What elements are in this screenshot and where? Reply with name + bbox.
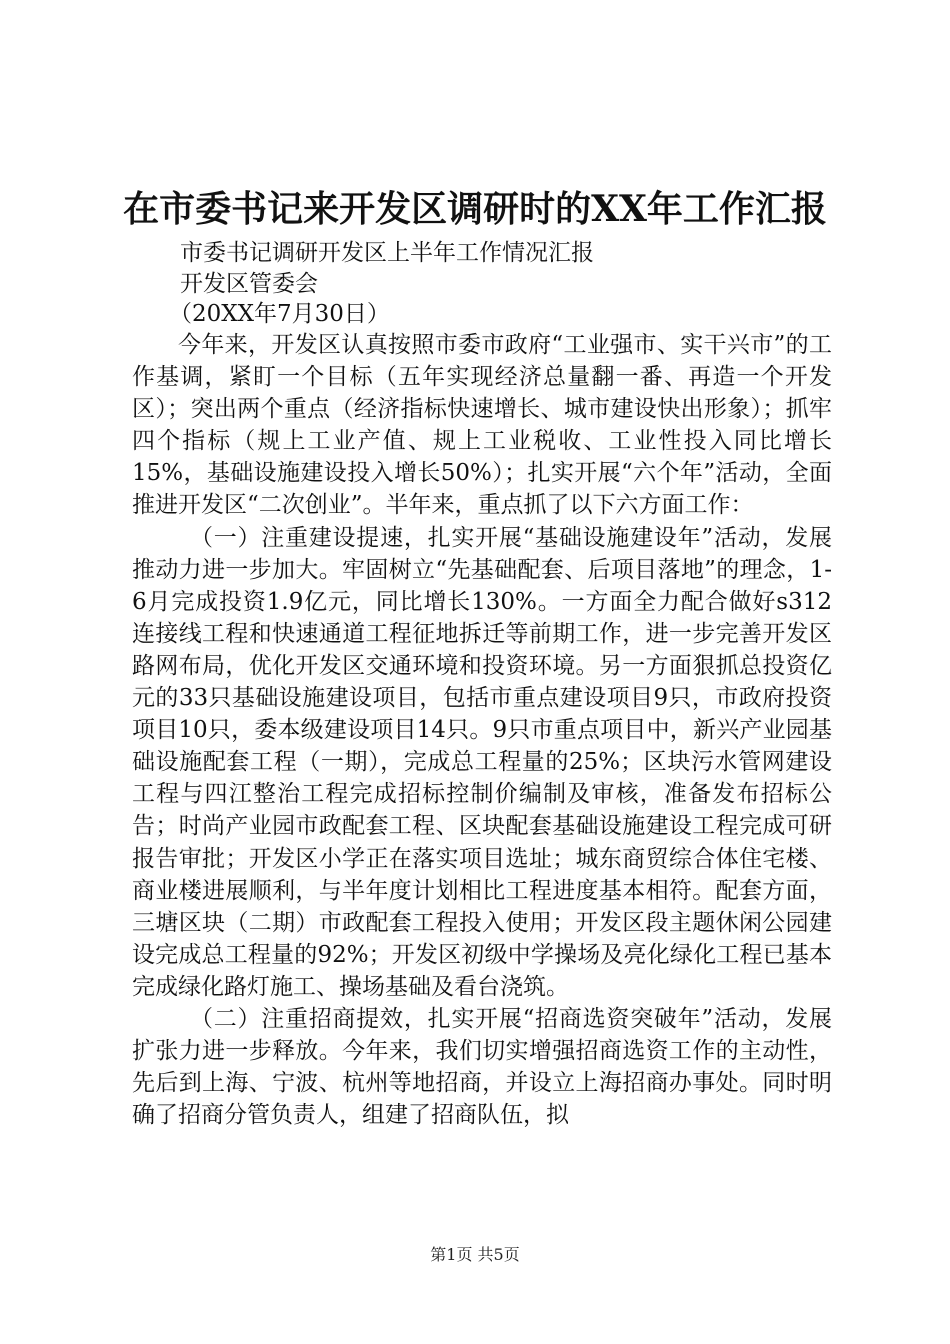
document-body (132, 329, 832, 1131)
document-subtitle: 市委书记调研开发区上半年工作情况汇报 (180, 240, 594, 266)
document-date: （20XX年7月30日） (169, 301, 390, 327)
paragraph-section-2: （二）注重招商提效，扎实开展“招商选资突破年”活动，发展扩张力进一步释放。今年来，我们切实增强招商选资工作的主动性，先后到上海、宁波、杭州等地招商，并设立上海招商办事处。同时明确了招商分管负责人，组建了招商队伍，拟 (132, 1005, 832, 1129)
paragraph-intro: 今年来，开发区认真按照市委市政府“工业强市、实干兴市”的工作基调，紧盯一个目标（五年实现经济总量翻一番、再造一个开发区）；突出两个重点（经济指标快速增长、城市建设快出形象）；抓牢四个指标（规上工业产值、规上工业税收、工业性投入同比增长15%，基础设施建设投入增长50%）；扎实开展“六个年”活动，全面推进开发区“二次创业”。半年来，重点抓了以下六方面工作： (132, 332, 832, 519)
paragraph-section-1: （一）注重建设提速，扎实开展“基础设施建设年”活动，发展推动力进一步加大。牢固树立“先基础配套、后项目落地”的理念，1-6月完成投资1.9亿元，同比增长130%。一方面全力配合做好s312连接线工程和快速通道工程征地拆迁等前期工作，进一步完善开发区路网布局，优化开发区交通环境和投资环境。另一方面狠抓总投资亿元的33只基础设施建设项目，包括市重点建设项目9只，市政府投资项目10只，委本级建设项目14只。9只市重点项目中，新兴产业园基础设施配套工程（一期），完成总工程量的25%；区块污水管网建设工程与四江整治工程完成招标控制价编制及审核，准备发布招标公告；时尚产业园市政配套工程、区块配套基础设施建设工程完成可研报告审批；开发区小学正在落实项目选址；城东商贸综合体住宅楼、商业楼进展顺利，与半年度计划相比工程进度基本相符。配套方面，三塘区块（二期）市政配套工程投入使用；开发区段主题休闲公园建设完成总工程量的92%；开发区初级中学操场及亮化绿化工程已基本完成绿化路灯施工、操场基础及看台浇筑。 (132, 524, 832, 1000)
document-organization: 开发区管委会 (180, 271, 318, 297)
document-title: 在市委书记来开发区调研时的XX年工作汇报 (123, 188, 827, 230)
page-indicator: 第1页 共5页 (430, 1245, 520, 1264)
